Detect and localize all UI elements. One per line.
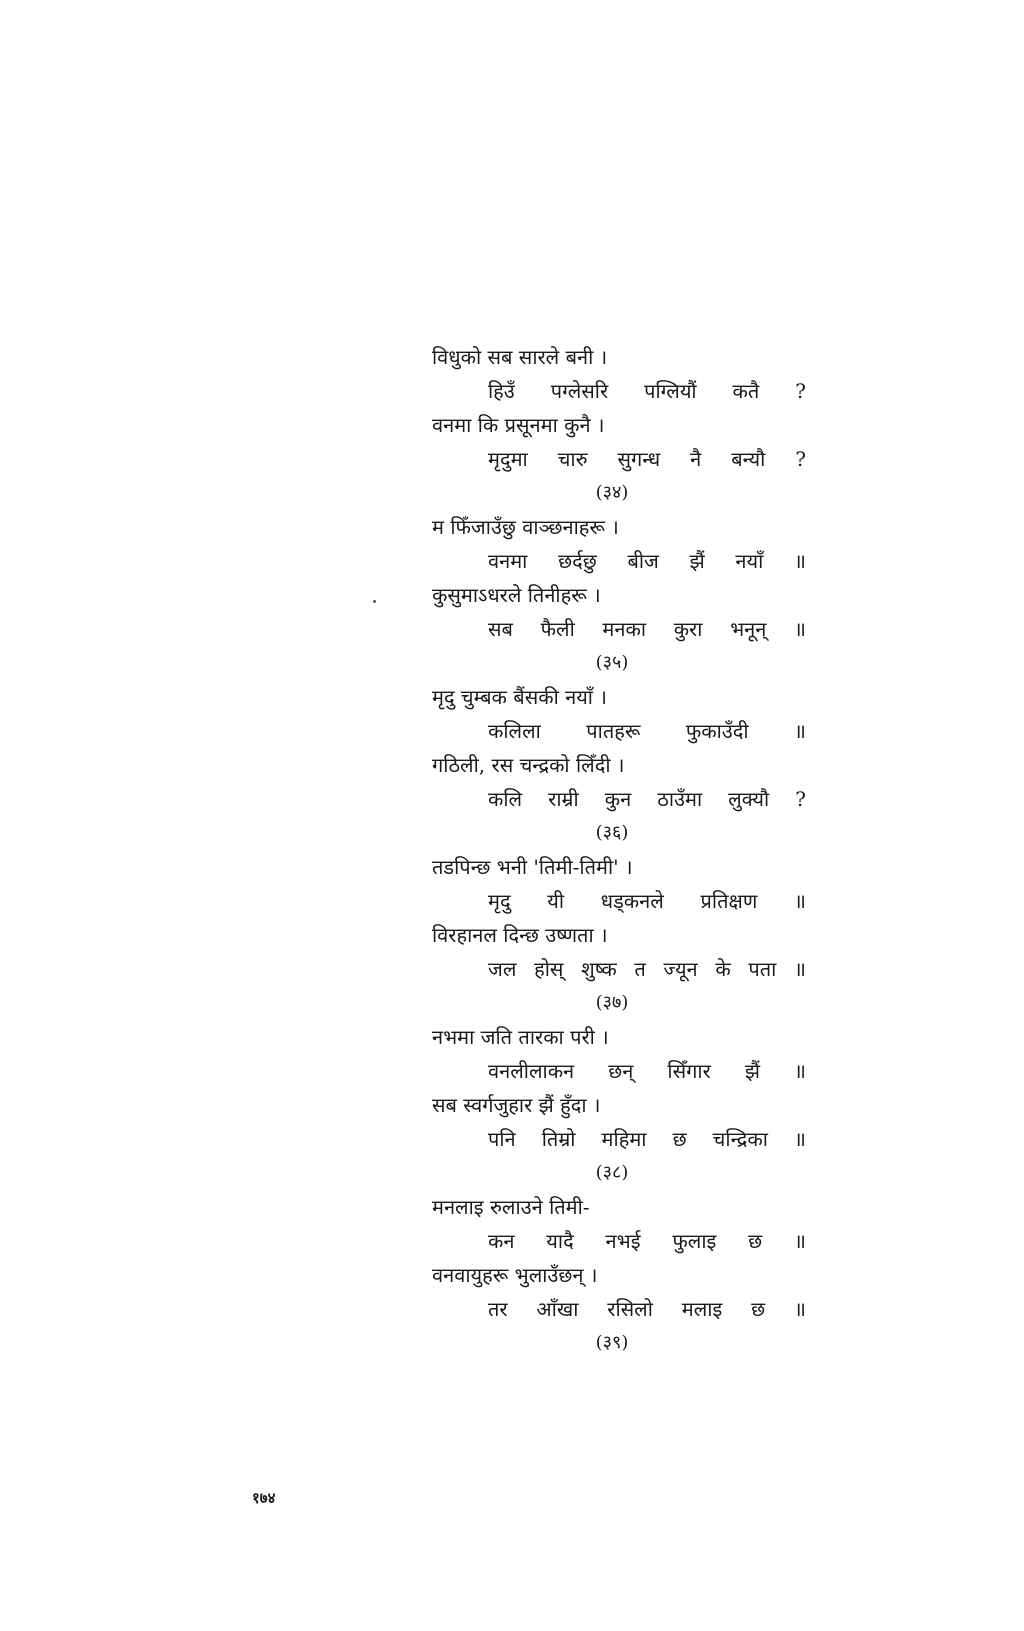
poem-line: कुसुमाऽधरले तिनीहरू ।: [432, 583, 601, 607]
poem-line: कलि राम्री कुन ठाउँमा लुक्यौ ?: [488, 787, 806, 811]
stanza-number: (३७): [595, 992, 629, 1013]
poem-line: कन यादै नभई फुलाइ छ ॥: [488, 1229, 806, 1253]
poem-line: मृदु यी धड्कनले प्रतिक्षण ॥: [488, 889, 806, 913]
poem-line: सब फैली मनका कुरा भनून् ॥: [488, 617, 806, 641]
poem-line: म फिँजाउँछु वाञ्छनाहरू ।: [432, 515, 619, 539]
stanza-number: (३५): [595, 652, 629, 673]
poem-line: पनि तिम्रो महिमा छ चन्द्रिका ॥: [488, 1127, 806, 1151]
stanza-number: (३४): [595, 482, 629, 503]
poem-line: वनमा छर्दछु बीज झैं नयाँ ॥: [488, 549, 806, 573]
poem-block: [432, 340, 832, 1360]
poem-line: विधुको सब सारले बनी ।: [432, 345, 608, 369]
poem-line: वनमा कि प्रसूनमा कुनै ।: [432, 413, 605, 437]
poem-line: वनवायुहरू भुलाउँछन् ।: [432, 1263, 598, 1287]
poem-line: वनलीलाकन छन् सिँगार झैं ॥: [488, 1059, 806, 1083]
poem-line: तर आँखा रसिलो मलाइ छ ॥: [488, 1297, 806, 1321]
poem-line: मृदु चुम्बक बैंसकी नयाँ ।: [432, 685, 607, 709]
poem-line: हिउँ पग्लेसरि पग्लियौं कतै ?: [488, 379, 806, 403]
dust-speck: [373, 600, 376, 603]
poem-line: विरहानल दिन्छ उष्णता ।: [432, 923, 608, 947]
poem-line: मनलाइ रुलाउने तिमी-: [432, 1195, 590, 1219]
poem-line: कलिला पातहरू फुकाउँदी ॥: [488, 719, 806, 743]
poem-line: जल होस् शुष्क त ज्यून के पता ॥: [488, 957, 806, 981]
stanza-number: (३९): [595, 1332, 629, 1353]
poem-line: नभमा जति तारका परी ।: [432, 1025, 609, 1049]
poem-line: सब स्वर्गजुहार झैं हुँदा ।: [432, 1093, 601, 1117]
poem-line: गठिली, रस चन्द्रको लिँदी ।: [432, 753, 625, 777]
poem-line: तडपिन्छ भनी 'तिमी-तिमी' ।: [432, 855, 633, 879]
stanza-number: (३६): [595, 822, 629, 843]
poem-line: मृदुमा चारु सुगन्ध नै बन्यौ ?: [488, 447, 806, 471]
page-number: १७४: [252, 1489, 276, 1507]
stanza-number: (३८): [595, 1162, 629, 1183]
